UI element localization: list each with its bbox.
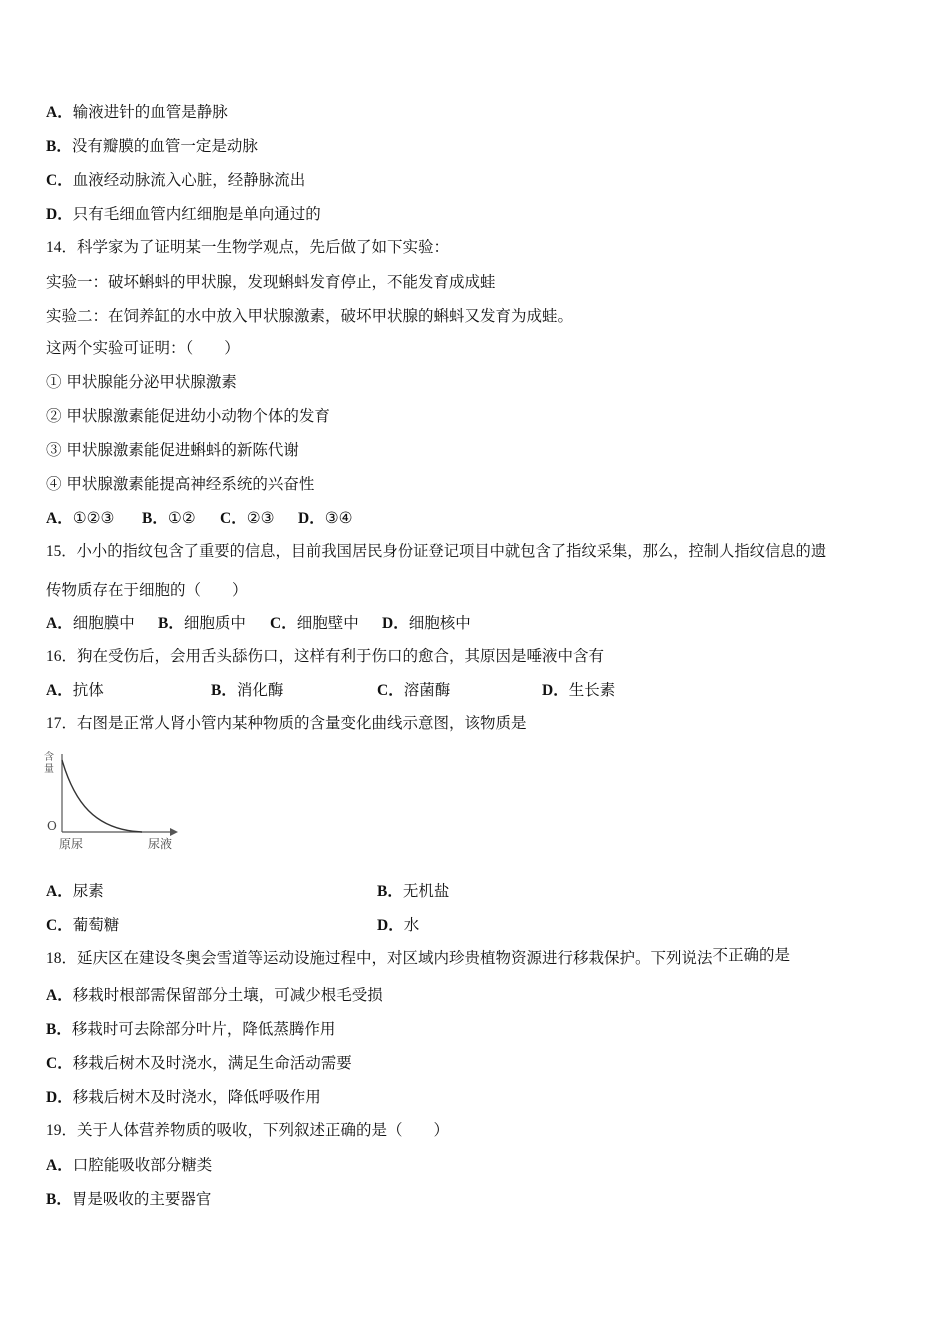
q13-option-c: C．血液经动脉流入心脏，经静脉流出	[46, 171, 306, 189]
q17-stem: 17．右图是正常人肾小管内某种物质的含量变化曲线示意图，该物质是	[46, 715, 527, 732]
graph-y-label-char-2: 量	[44, 764, 54, 775]
q16-option-b: B．消化酶	[211, 681, 284, 699]
q19-option-a: A．口腔能吸收部分糖类	[46, 1156, 213, 1174]
q15-option-c: C．细胞壁中	[270, 614, 359, 632]
q14-statement-4: ④ 甲状腺激素能提高神经系统的兴奋性	[46, 475, 315, 493]
q14-option-c: C．②③	[220, 509, 275, 527]
q18-stem-tail: 不正确的是	[712, 947, 791, 964]
q15-option-a: A．细胞膜中	[46, 614, 135, 632]
q14-prompt: 这两个实验可证明：（ ）	[46, 339, 240, 357]
q14-option-b: B．①②	[142, 509, 196, 527]
q14-option-a: A．①②③	[46, 509, 115, 527]
q14-experiment-2: 实验二：在饲养缸的水中放入甲状腺激素，破坏甲状腺的蝌蚪又发育为成蛙。	[46, 307, 574, 325]
q17-option-c: C．葡萄糖	[46, 916, 120, 934]
q18-option-b: B．移栽时可去除部分叶片，降低蒸腾作用	[46, 1020, 336, 1038]
q16-option-a: A．抗体	[46, 681, 104, 699]
q17-option-d: D．水	[377, 916, 420, 934]
q14-option-d: D．③④	[298, 509, 353, 527]
q14-stem: 14．科学家为了证明某一生物学观点，先后做了如下实验：	[46, 239, 450, 256]
q17-option-a: A．尿素	[46, 882, 104, 900]
graph-x-start-label: 原尿	[59, 837, 84, 851]
graph-y-label-char-1: 含	[44, 752, 54, 763]
q13-option-d: D．只有毛细血管内红细胞是单向通过的	[46, 205, 321, 223]
q16-stem: 16．狗在受伤后，会用舌头舔伤口，这样有利于伤口的愈合，其原因是唾液中含有	[46, 648, 605, 665]
q15-stem-line2: 传物质存在于细胞的（ ）	[46, 581, 248, 599]
q14-statement-2: ② 甲状腺激素能促进幼小动物个体的发育	[46, 407, 330, 425]
q17-option-b: B．无机盐	[377, 882, 450, 900]
q15-option-d: D．细胞核中	[382, 614, 471, 632]
q18-option-a: A．移栽时根部需保留部分土壤，可减少根毛受损	[46, 986, 383, 1004]
q17-content-curve-graph	[42, 746, 182, 854]
q16-option-c: C．溶菌酶	[377, 681, 451, 699]
graph-x-arrow	[170, 828, 178, 836]
q15-stem-line1: 15．小小的指纹包含了重要的信息，目前我国居民身份证登记项目中就包含了指纹采集，那么，控制人指纹信息的遗	[46, 543, 827, 560]
q18-stem: 18．延庆区在建设冬奥会雪道等运动设施过程中，对区域内珍贵植物资源进行移栽保护。下列说法不正确的是	[46, 947, 791, 967]
graph-curve	[62, 760, 142, 832]
q14-experiment-1: 实验一：破坏蝌蚪的甲状腺，发现蝌蚪发育停止，不能发育成成蛙	[46, 273, 496, 291]
q13-option-b: B．没有瓣膜的血管一定是动脉	[46, 137, 258, 155]
q14-statement-1: ① 甲状腺能分泌甲状腺激素	[46, 373, 237, 391]
q13-option-a: A．输液进针的血管是静脉	[46, 103, 228, 121]
q16-option-d: D．生长素	[542, 681, 616, 699]
graph-x-end-label: 尿液	[148, 837, 173, 851]
graph-origin-label: O	[47, 819, 57, 833]
q14-statement-3: ③ 甲状腺激素能促进蝌蚪的新陈代谢	[46, 441, 299, 459]
q19-stem: 19．关于人体营养物质的吸收，下列叙述正确的是（ ）	[46, 1122, 450, 1139]
q18-option-d: D．移栽后树木及时浇水，降低呼吸作用	[46, 1088, 321, 1106]
q18-option-c: C．移栽后树木及时浇水，满足生命活动需要	[46, 1054, 352, 1072]
q15-option-b: B．细胞质中	[158, 614, 246, 632]
q19-option-b: B．胃是吸收的主要器官	[46, 1190, 212, 1208]
